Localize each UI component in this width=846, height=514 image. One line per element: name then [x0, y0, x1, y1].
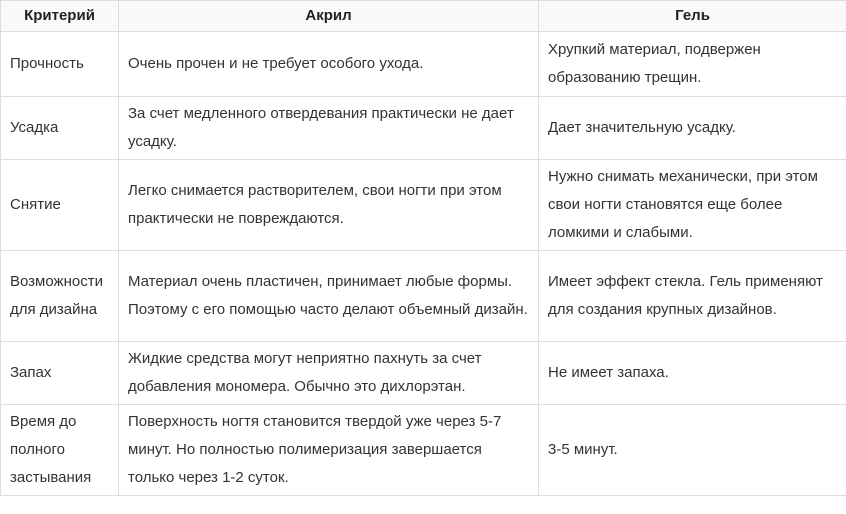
- acrylic-cell: Материал очень пластичен, принимает любые формы. Поэтому с его помощью часто делают объемный дизайн.: [119, 251, 539, 342]
- table-row: [1, 251, 846, 342]
- table-row: [1, 32, 846, 97]
- acrylic-cell: Очень прочен и не требует особого ухода.: [119, 32, 539, 97]
- table-body: [1, 32, 846, 496]
- header-criterion: Критерий: [1, 1, 119, 32]
- table-row: [1, 405, 846, 496]
- gel-cell: 3-5 минут.: [539, 405, 846, 496]
- header-gel: Гель: [539, 1, 846, 32]
- header-row: [1, 1, 846, 32]
- criterion-cell: Усадка: [1, 97, 119, 160]
- header-acrylic: Акрил: [119, 1, 539, 32]
- gel-cell: Нужно снимать механически, при этом свои ногти становятся еще более ломкими и слабыми.: [539, 160, 846, 251]
- gel-cell: Не имеет запаха.: [539, 342, 846, 405]
- criterion-cell: Прочность: [1, 32, 119, 97]
- acrylic-cell: Поверхность ногтя становится твердой уже через 5-7 минут. Но полностью полимеризация завершается только через 1-2 суток.: [119, 405, 539, 496]
- criterion-cell: Запах: [1, 342, 119, 405]
- table-row: [1, 342, 846, 405]
- criterion-cell: Возможности для дизайна: [1, 251, 119, 342]
- gel-cell: Имеет эффект стекла. Гель применяют для создания крупных дизайнов.: [539, 251, 846, 342]
- gel-cell: Хрупкий материал, подвержен образованию трещин.: [539, 32, 846, 97]
- acrylic-cell: Легко снимается растворителем, свои ногти при этом практически не повреждаются.: [119, 160, 539, 251]
- criterion-cell: Снятие: [1, 160, 119, 251]
- acrylic-cell: Жидкие средства могут неприятно пахнуть за счет добавления мономера. Обычно это дихлорэтан.: [119, 342, 539, 405]
- table-header: [1, 1, 846, 32]
- table-row: [1, 160, 846, 251]
- acrylic-cell: За счет медленного отвердевания практически не дает усадку.: [119, 97, 539, 160]
- criterion-cell: Время до полного застывания: [1, 405, 119, 496]
- gel-cell: Дает значительную усадку.: [539, 97, 846, 160]
- table-row: [1, 97, 846, 160]
